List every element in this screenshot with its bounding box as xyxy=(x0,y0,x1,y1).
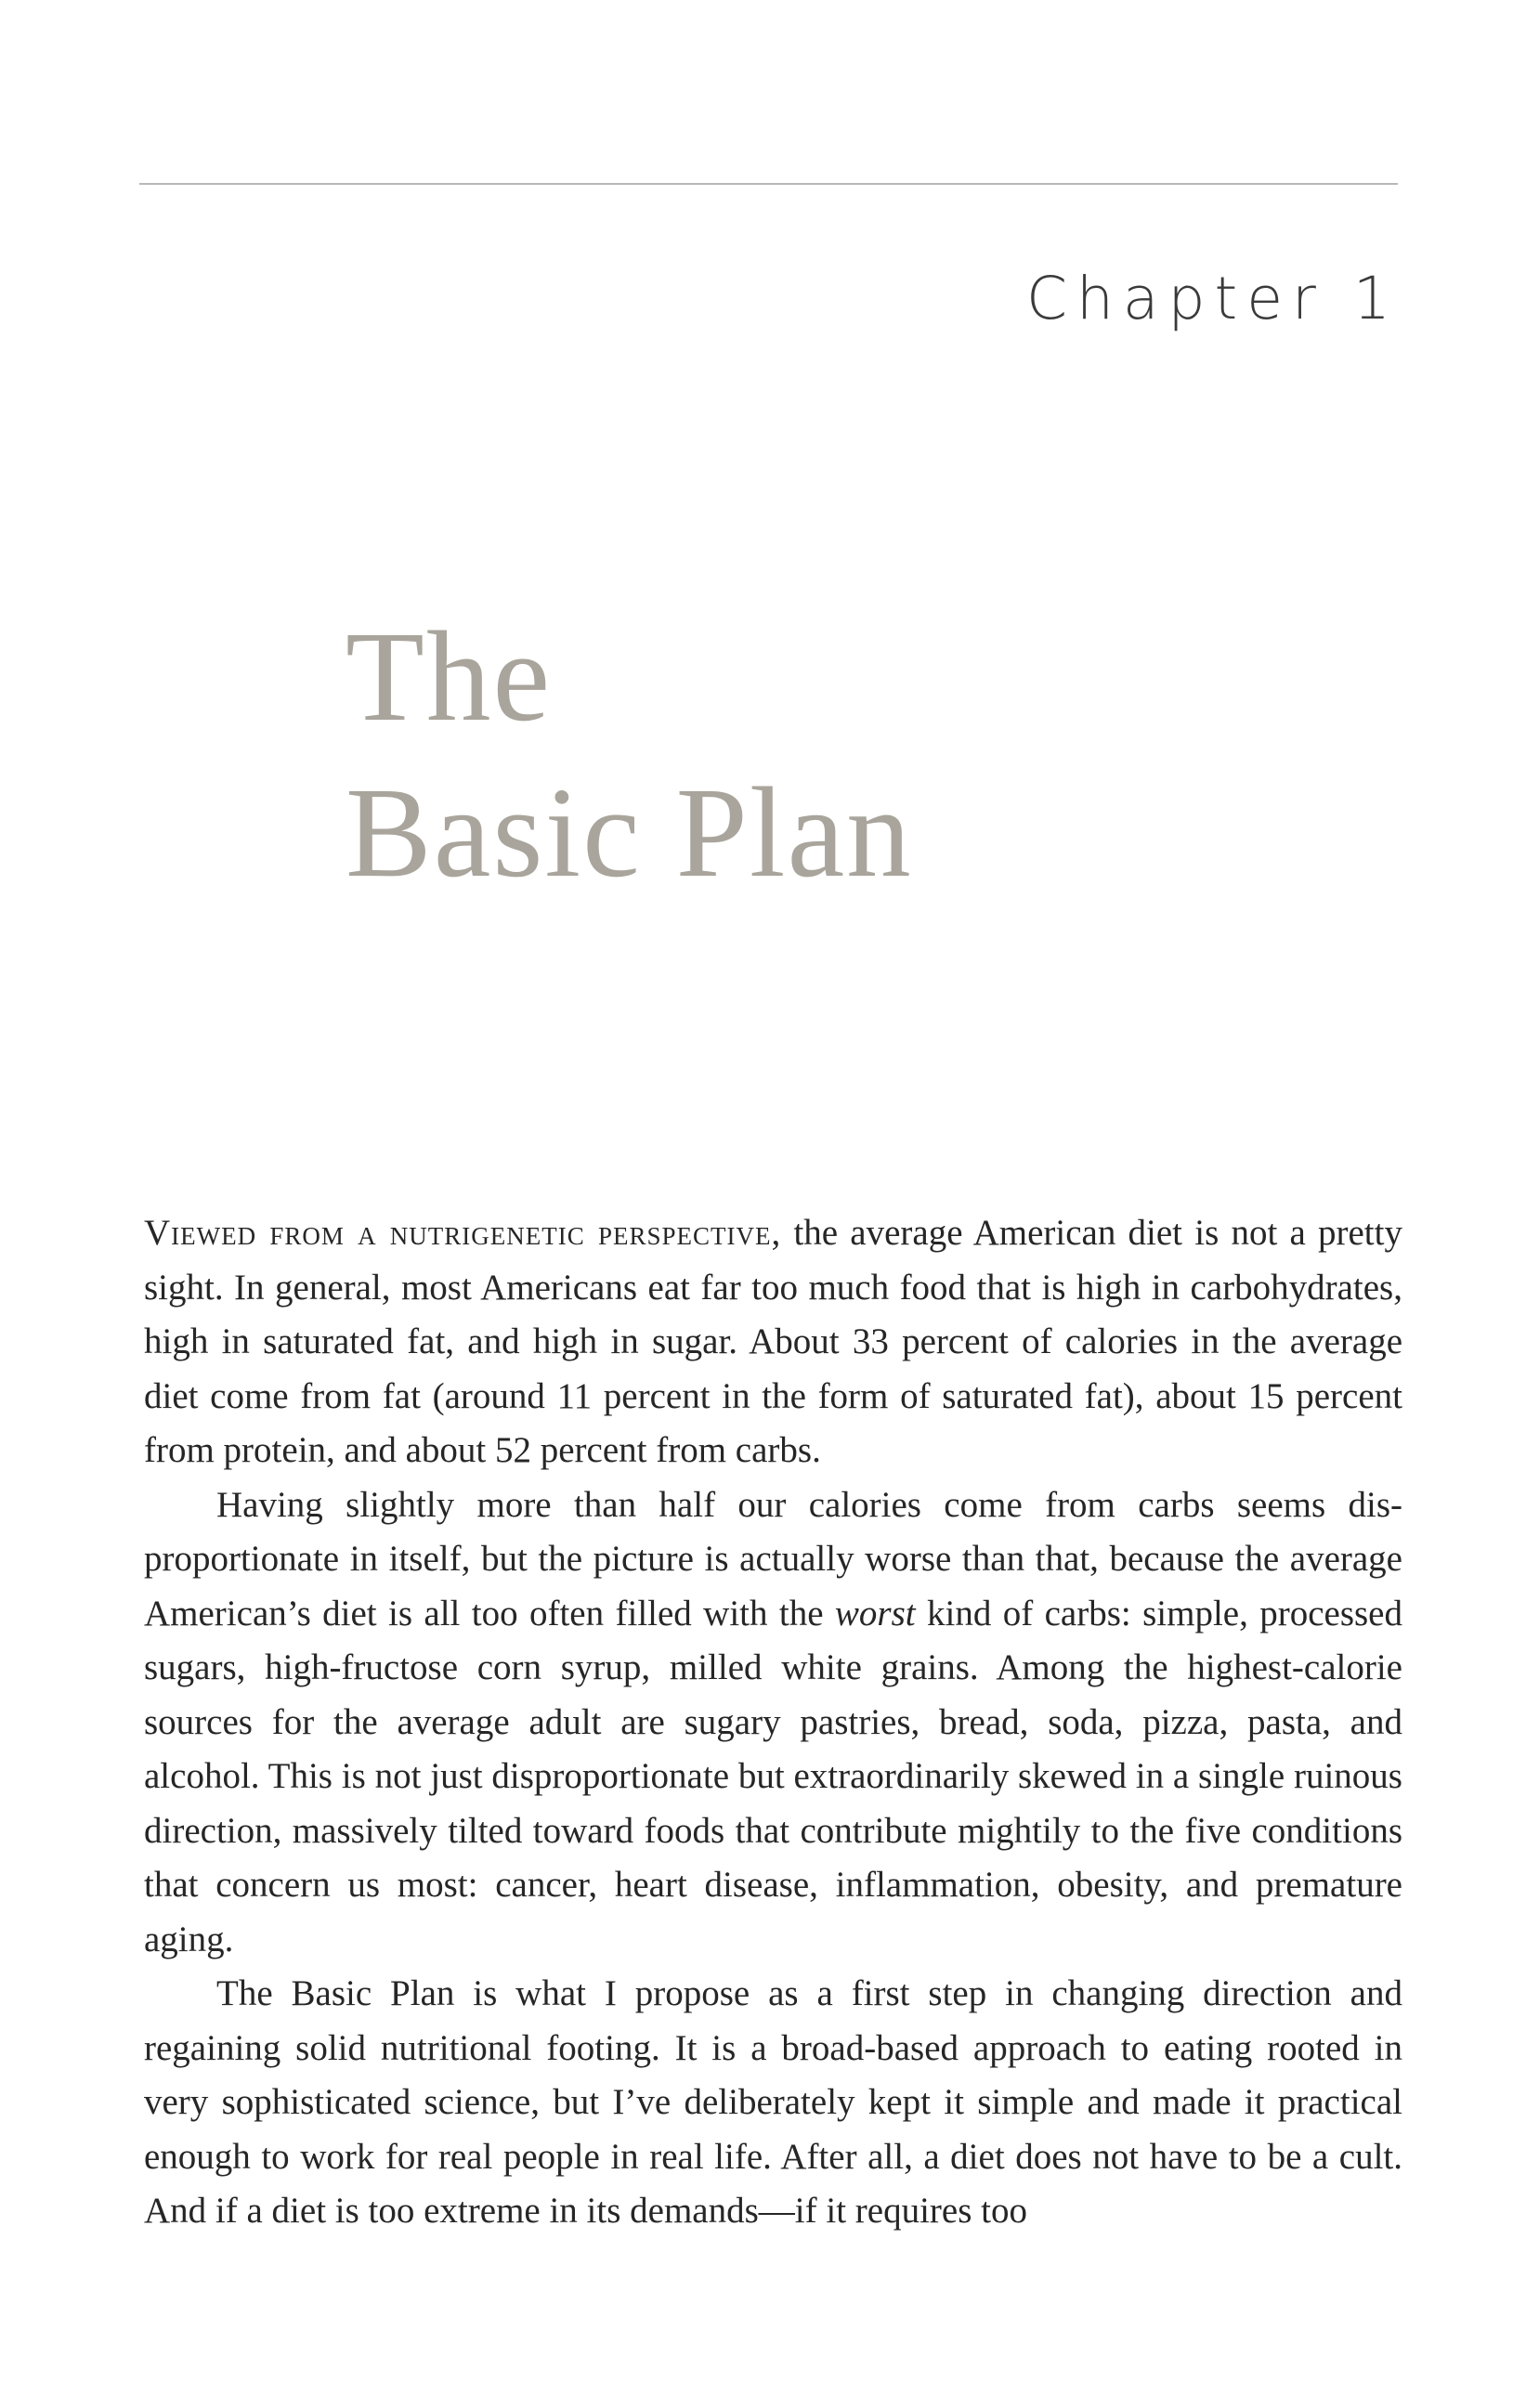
paragraph-2-text-end: kind of carbs: simple, processed sugars, high-fructose corn syrup, milled white grains. Among the highest-calorie sources for the average adult are sugary pastries, bread, soda, pizza, pasta, and alcohol. This is not just disproportionate but extraordinarily skewed in a single ruinous direction, massively tilted toward foods that contribute mightily to the five conditions that concern us most: cancer, heart disease, inflammation, obesity, and premature aging. xyxy=(144,1593,1402,1959)
paragraph-1-lead-in: Viewed from a nutrigenetic perspective, xyxy=(144,1213,782,1253)
paragraph-1 xyxy=(144,1206,1402,1478)
paragraph-3-text: The Basic Plan is what I propose as a first step in changing direction and regaining solid nutritional footing. It is a broad-based approach to eating rooted in very sophisticated science, but I’ve deliberately kept it simple and made it practical enough to work for real people in real life. After all, a diet does not have to be a cult. And if a diet is too extreme in its demands—if it requires too xyxy=(144,1973,1402,2231)
body-text xyxy=(144,1206,1402,2239)
paragraph-2 xyxy=(144,1478,1402,1968)
paragraph-2-text-start: Having slightly more than half our calories come from carbs seems disproportionate in itself, but the picture is actually worse than that, because the average American’s diet is all too often filled with the xyxy=(144,1484,1402,1634)
chapter-label: Chapter 1 xyxy=(1026,265,1400,332)
paragraph-2-emphasis: worst xyxy=(834,1593,916,1634)
header-rule xyxy=(139,183,1398,185)
chapter-title xyxy=(346,599,913,911)
chapter-title-line-1: The xyxy=(346,605,553,748)
chapter-title-line-2: Basic Plan xyxy=(346,761,913,905)
paragraph-3 xyxy=(144,1967,1402,2239)
paragraph-1-text: the average American diet is not a pretty sight. In general, most Americans eat far too much food that is high in carbohydrates, high in saturated fat, and high in sugar. About 33 percent of calories in the average diet come from fat (around 11 percent in the form of saturated fat), about 15 percent from protein, and about 52 percent from carbs. xyxy=(144,1213,1402,1470)
